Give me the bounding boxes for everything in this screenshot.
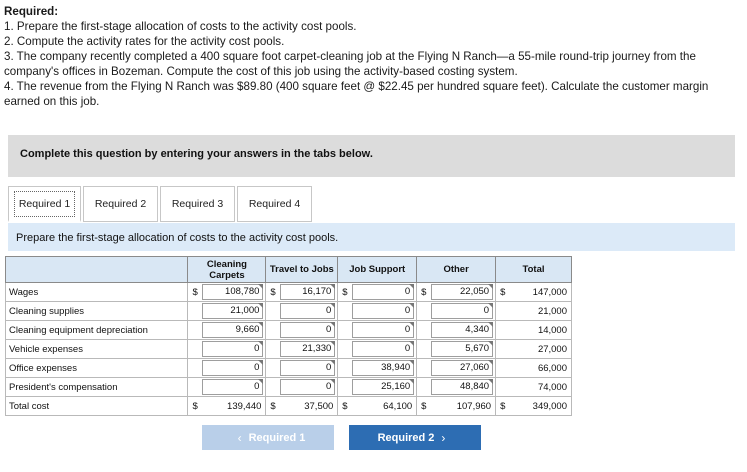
column-header-cleaning-carpets: Cleaning Carpets [188,257,266,283]
table-row [6,321,572,340]
tab-label: Required 1 [14,191,75,217]
currency-symbol: $ [421,287,427,298]
column-header-other: Other [417,257,496,283]
amount-value: 74,000 [537,381,567,393]
amount-input[interactable]: 0 [352,322,414,338]
amount-input[interactable]: 22,050 [431,284,493,300]
row-label: President's compensation [6,378,188,397]
cell-other [417,340,496,359]
amount-value: 66,000 [537,362,567,374]
cell-travel-to-jobs [266,283,338,302]
currency-symbol: $ [270,287,276,298]
amount-input[interactable]: 0 [202,379,263,395]
amount-value: 147,000 [532,286,567,298]
row-label: Total cost [6,397,188,416]
cell-total [496,340,572,359]
amount-input[interactable]: 0 [202,360,263,376]
cell-total [496,321,572,340]
tab-label: Required 2 [94,198,147,210]
tab-required-2[interactable] [83,186,158,222]
amount-value: 27,000 [537,343,567,355]
currency-symbol: $ [500,401,506,412]
allocation-table [5,256,572,416]
requirement-1: 1. Prepare the first-stage allocation of costs to the activity cost pools. [4,20,357,33]
next-button[interactable] [349,425,481,450]
amount-input[interactable]: 0 [280,379,335,395]
table-row [6,302,572,321]
amount-input[interactable]: 38,940 [352,360,414,376]
cell-cleaning-carpets [188,302,266,321]
requirement-3: 3. The company recently completed a 400 square foot carpet-cleaning job at the Flying N Ranch—a 55-mile round-trip journey from the company's offices in Bozeman. Compute the cost of this job using the activity-based costing system. [4,50,696,78]
amount-input[interactable]: 4,340 [431,322,493,338]
currency-symbol: $ [342,401,348,412]
cell-job-support [338,340,417,359]
cell-cleaning-carpets [188,397,266,416]
instructions-banner: Complete this question by entering your answers in the tabs below. [8,135,735,177]
cell-other [417,302,496,321]
amount-input[interactable]: 16,170 [280,284,335,300]
cell-job-support [338,283,417,302]
currency-symbol: $ [342,287,348,298]
cell-job-support [338,397,417,416]
currency-symbol: $ [192,287,198,298]
requirements [4,4,744,109]
cell-cleaning-carpets [188,340,266,359]
column-header-travel-to-jobs: Travel to Jobs [266,257,338,283]
column-header-job-support: Job Support [338,257,417,283]
currency-symbol: $ [270,401,276,412]
cell-other [417,397,496,416]
amount-value: 349,000 [532,400,567,412]
next-button-label: Required 2 [377,431,435,444]
cell-cleaning-carpets [188,378,266,397]
amount-input[interactable]: 21,330 [280,341,335,357]
chevron-right-icon: › [441,430,446,445]
tab-instruction: Prepare the first-stage allocation of costs to the activity cost pools. [8,223,735,251]
cell-total [496,283,572,302]
amount-input[interactable]: 27,060 [431,360,493,376]
tab-required-1[interactable] [8,186,81,222]
cell-travel-to-jobs [266,340,338,359]
tab-label: Required 3 [171,198,224,210]
amount-value: 139,440 [227,400,262,412]
amount-input[interactable]: 0 [280,360,335,376]
requirements-heading: Required: [4,5,59,18]
amount-input[interactable]: 5,670 [431,341,493,357]
tab-label: Required 4 [248,198,301,210]
table-header-row [6,257,572,283]
cell-total [496,378,572,397]
amount-input[interactable]: 0 [202,341,263,357]
cell-travel-to-jobs [266,359,338,378]
table-row [6,340,572,359]
amount-input[interactable]: 0 [352,284,414,300]
amount-input[interactable]: 0 [352,303,414,319]
cell-other [417,359,496,378]
cell-cleaning-carpets [188,359,266,378]
amount-input[interactable]: 0 [352,341,414,357]
amount-input[interactable]: 0 [280,322,335,338]
cell-other [417,378,496,397]
row-label: Cleaning supplies [6,302,188,321]
amount-value: 107,960 [456,400,492,412]
cell-job-support [338,359,417,378]
cell-total [496,359,572,378]
cell-total [496,397,572,416]
cell-job-support [338,378,417,397]
cell-travel-to-jobs [266,321,338,340]
amount-value: 64,100 [383,400,413,412]
amount-value: 37,500 [304,400,334,412]
amount-input[interactable]: 0 [280,303,335,319]
currency-symbol: $ [192,401,198,412]
table-row [6,359,572,378]
cell-other [417,321,496,340]
column-header-total: Total [496,257,572,283]
cell-cleaning-carpets [188,283,266,302]
column-header-label [6,257,188,283]
cell-job-support [338,302,417,321]
table-row [6,378,572,397]
cell-travel-to-jobs [266,397,338,416]
cell-job-support [338,321,417,340]
cell-travel-to-jobs [266,378,338,397]
total-row [6,397,572,416]
tab-required-4[interactable] [237,186,312,222]
tab-bar [8,186,314,222]
requirement-2: 2. Compute the activity rates for the activity cost pools. [4,35,285,48]
chevron-left-icon: ‹ [237,430,242,445]
row-label: Wages [6,283,188,302]
previous-button-label: Required 1 [248,431,306,444]
amount-input[interactable]: 25,160 [352,379,414,395]
tab-required-3[interactable] [160,186,235,222]
amount-input[interactable]: 48,840 [431,379,493,395]
amount-input[interactable]: 108,780 [202,284,263,300]
cell-other [417,283,496,302]
cell-travel-to-jobs [266,302,338,321]
row-label: Vehicle expenses [6,340,188,359]
table-row [6,283,572,302]
amount-input[interactable]: 9,660 [202,322,263,338]
row-label: Office expenses [6,359,188,378]
amount-input[interactable]: 21,000 [202,303,263,319]
currency-symbol: $ [500,287,506,298]
requirement-4: 4. The revenue from the Flying N Ranch was $89.80 (400 square feet @ $22.45 per hundred square feet). Calculate the customer margin earned on this job. [4,80,709,108]
currency-symbol: $ [421,401,427,412]
previous-button[interactable] [202,425,334,450]
cell-cleaning-carpets [188,321,266,340]
cell-total [496,302,572,321]
amount-value: 21,000 [537,305,567,317]
row-label: Cleaning equipment depreciation [6,321,188,340]
amount-input[interactable]: 0 [431,303,493,319]
amount-value: 14,000 [537,324,567,336]
